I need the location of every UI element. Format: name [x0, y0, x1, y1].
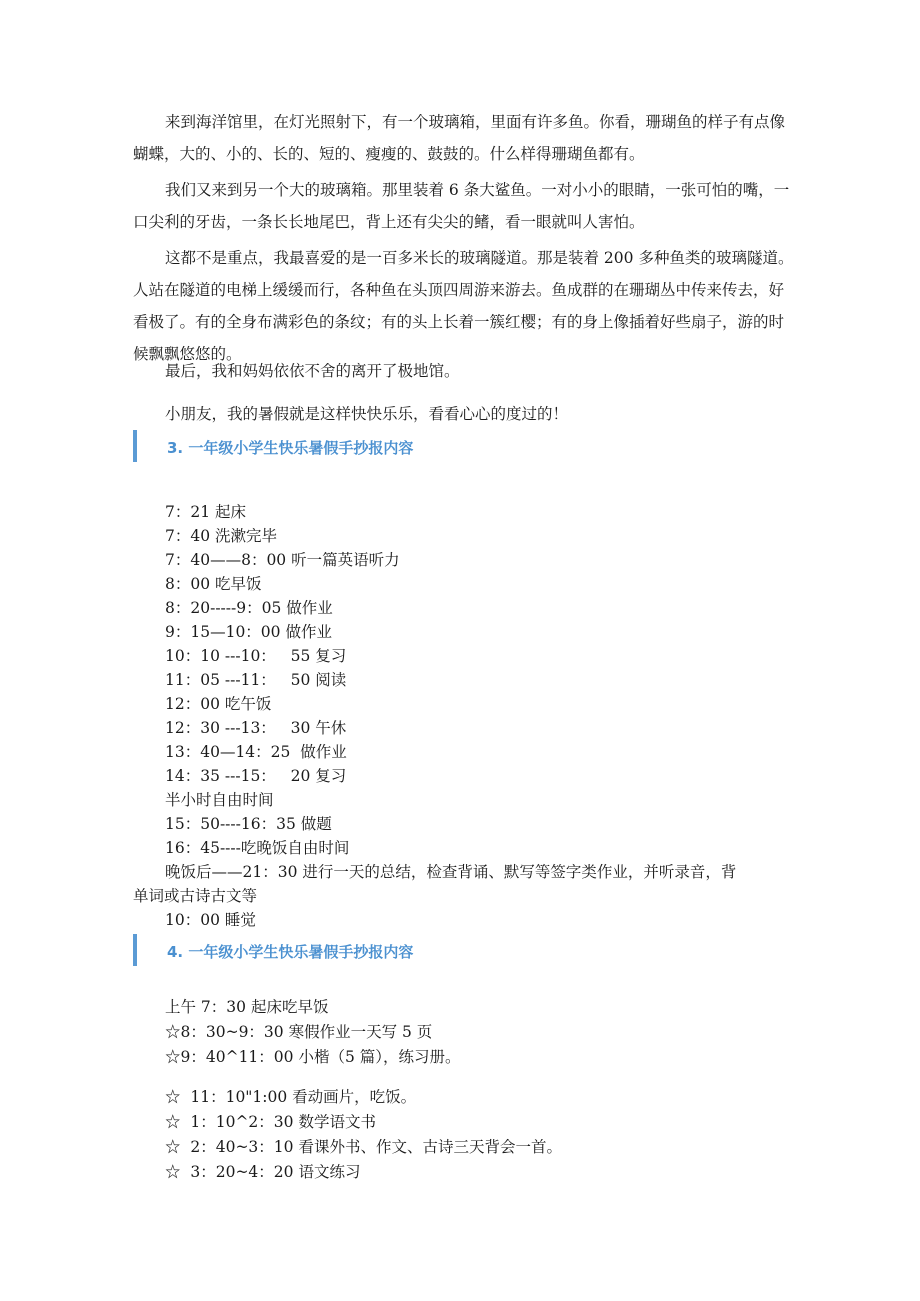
paragraph-aquarium: 来到海洋馆里，在灯光照射下，有一个玻璃箱，里面有许多鱼。你看，珊瑚鱼的样子有点像蝴蝶，大的、小的、长的、短的、瘦瘦的、鼓鼓的。什么样得珊瑚鱼都有。 — [133, 113, 786, 163]
schedule-item: 16：45----吃晚饭自由时间 — [165, 839, 350, 857]
schedule-item: 11：05 ---11： 50 阅读 — [165, 671, 347, 689]
schedule-item-evening — [133, 860, 805, 908]
schedule-item: ☆ 1：10^2：30 数学语文书 — [165, 1113, 376, 1131]
paragraph-closing: 小朋友，我的暑假就是这样快快乐乐，看看心心的度过的！ — [165, 405, 569, 423]
section-4-title: 4. 一年级小学生快乐暑假手抄报内容 — [167, 943, 414, 961]
schedule-item: 8：20-----9：05 做作业 — [165, 599, 333, 617]
schedule-list-4b — [165, 1085, 805, 1185]
schedule-item: 8：00 吃早饭 — [165, 575, 262, 593]
schedule-item: ☆9：40^11：00 小楷（5 篇），练习册。 — [165, 1048, 461, 1066]
section-4-bar — [133, 934, 137, 966]
schedule-item: ☆ 11：10"1:00 看动画片，吃饭。 — [165, 1088, 417, 1106]
paragraph-sharks: 我们又来到另一个大的玻璃箱。那里装着 6 条大鲨鱼。一对小小的眼睛，一张可怕的嘴，一口尖利的牙齿，一条长长地尾巴，背上还有尖尖的鳍，看一眼就叫人害怕。 — [133, 181, 790, 231]
schedule-item: 上午 7：30 起床吃早饭 — [165, 998, 329, 1016]
schedule-list-3 — [133, 500, 805, 932]
schedule-item: 半小时自由时间 — [165, 791, 274, 809]
schedule-item: 12：30 ---13： 30 午休 — [165, 719, 347, 737]
schedule-item: 10：10 ---10： 55 复习 — [165, 647, 347, 665]
section-3-bar — [133, 430, 137, 462]
schedule-item: 7：21 起床 — [165, 503, 247, 521]
schedule-list-4a — [165, 995, 805, 1070]
section-3-heading — [133, 430, 633, 462]
schedule-item: 15：50----16：35 做题 — [165, 815, 332, 833]
section-4-heading — [133, 934, 633, 966]
paragraph-tunnel: 这都不是重点，我最喜爱的是一百多米长的玻璃隧道。那是装着 200 多种鱼类的玻璃隧道。人站在隧道的电梯上缓缓而行，各种鱼在头顶四周游来游去。鱼成群的在珊瑚丛中传来传去，好看极了。有的全身布满彩色的条纹；有的头上长着一簇红樱；有的身上像插着好些扇子，游的时候飘飘悠悠的。 — [133, 249, 794, 363]
schedule-item-evening-line1: 晚饭后——21：30 进行一天的总结，检查背诵、默写等签字类作业，并听录音，背 — [165, 863, 737, 881]
section-3-title: 3. 一年级小学生快乐暑假手抄报内容 — [167, 439, 414, 457]
schedule-item: ☆ 2：40~3：10 看课外书、作文、古诗三天背会一首。 — [165, 1138, 562, 1156]
schedule-item: 7：40 洗漱完毕 — [165, 527, 278, 545]
paragraph-leaving: 最后，我和妈妈依依不舍的离开了极地馆。 — [165, 362, 460, 380]
schedule-item: 10：00 睡觉 — [165, 911, 256, 929]
schedule-item: ☆ 3：20~4：20 语文练习 — [165, 1163, 361, 1181]
schedule-item: 13：40—14：25 做作业 — [165, 743, 347, 761]
schedule-item: 14：35 ---15： 20 复习 — [165, 767, 347, 785]
schedule-item: 9：15—10：00 做作业 — [165, 623, 332, 641]
schedule-item: 7：40——8：00 听一篇英语听力 — [165, 551, 400, 569]
schedule-item-evening-line2: 单词或古诗古文等 — [133, 887, 258, 905]
schedule-item: ☆8：30~9：30 寒假作业一天写 5 页 — [165, 1023, 433, 1041]
schedule-item: 12：00 吃午饭 — [165, 695, 272, 713]
